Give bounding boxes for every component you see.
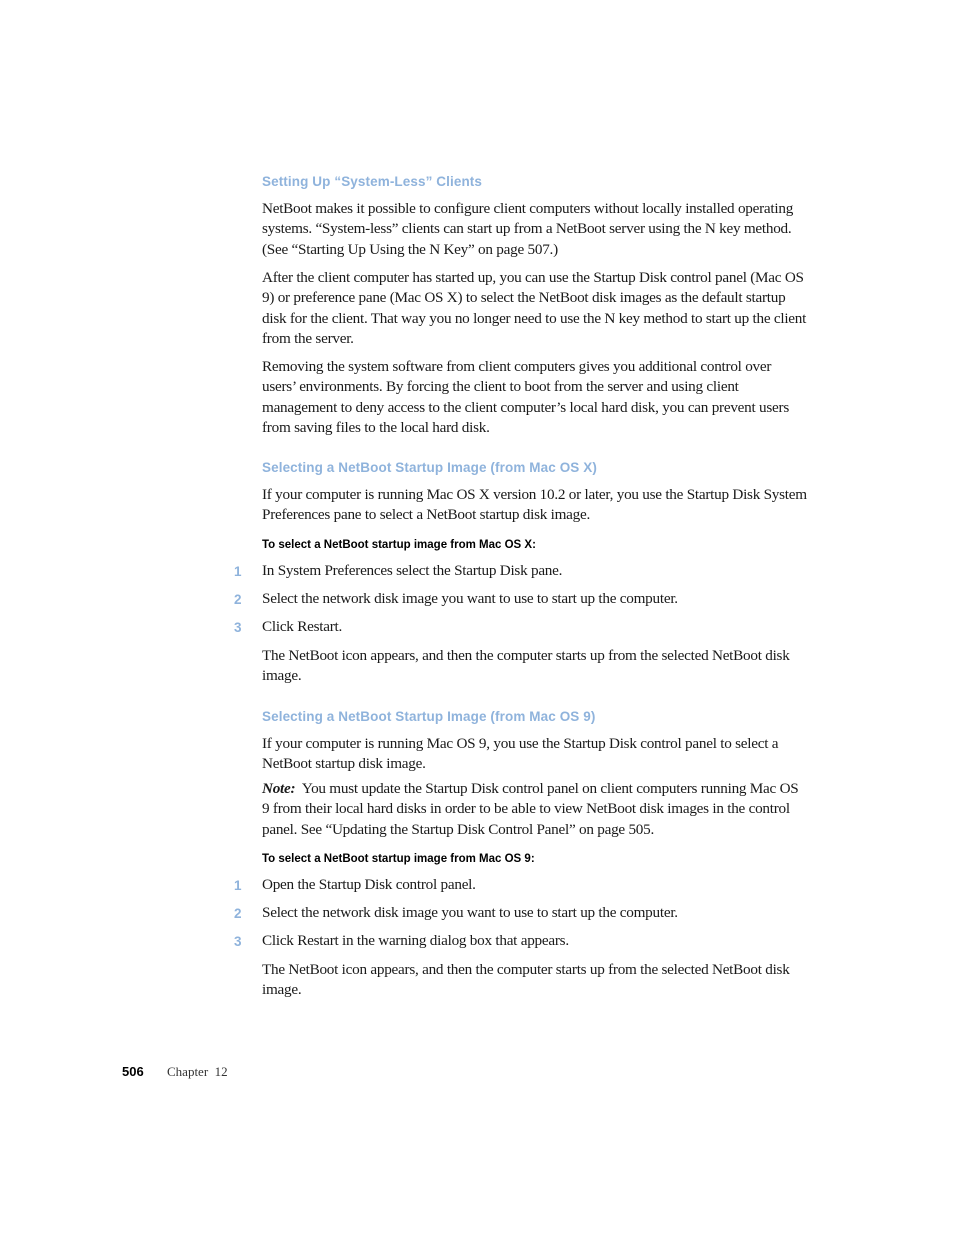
step-text: Click Restart. <box>262 618 343 635</box>
step-number: 1 <box>234 878 242 893</box>
step-number: 2 <box>234 906 242 921</box>
paragraph: If your computer is running Mac OS X version 10.2 or later, you use the Startup Disk System Preferences pane to select a NetBoot startup disk image. <box>262 486 807 524</box>
page-number: 506 <box>122 1064 144 1079</box>
step-number: 1 <box>234 564 242 579</box>
paragraph: If your computer is running Mac OS 9, you use the Startup Disk control panel to select a NetBoot startup disk image. <box>262 735 779 773</box>
section-heading-system-less-clients: Setting Up “System-Less” Clients <box>262 174 482 189</box>
note-text: You must update the Startup Disk control panel on client computers running Mac OS 9 from their local hard disks in order to be able to view NetBoot disk images in the control panel. See “Updating the Startup Disk Control Panel” on page 505. <box>262 780 799 838</box>
note-paragraph <box>262 779 807 840</box>
step-number: 3 <box>234 620 242 635</box>
chapter-label: Chapter 12 <box>167 1064 228 1079</box>
step-number: 3 <box>234 934 242 949</box>
result-paragraph: The NetBoot icon appears, and then the computer starts up from the selected NetBoot disk image. <box>262 647 790 685</box>
procedure-title: To select a NetBoot startup image from Mac OS X: <box>262 539 536 551</box>
section-heading-mac-os-x: Selecting a NetBoot Startup Image (from Mac OS X) <box>262 460 597 475</box>
step-text: Select the network disk image you want to use to start up the computer. <box>262 590 678 607</box>
step-number: 2 <box>234 592 242 607</box>
paragraph: NetBoot makes it possible to configure client computers without locally installed operating systems. “System-less” clients can start up from a NetBoot server using the N key method. (See “Starting Up Using the N Key” on page 507.) <box>262 200 794 258</box>
result-paragraph: The NetBoot icon appears, and then the computer starts up from the selected NetBoot disk image. <box>262 961 790 999</box>
note-label: Note: <box>262 780 296 797</box>
paragraph: Removing the system software from client computers gives you additional control over users’ environments. By forcing the client to boot from the server and using client management to deny access to the client computer’s local hard disk, you can prevent users from saving files to the local hard disk. <box>262 358 789 436</box>
paragraph: After the client computer has started up, you can use the Startup Disk control panel (Mac OS 9) or preference pane (Mac OS X) to select the NetBoot disk images as the default startup disk for the client. That way you no longer need to use the N key method to start up the client from the server. <box>262 269 807 347</box>
step-text: In System Preferences select the Startup Disk pane. <box>262 562 563 579</box>
section-heading-mac-os-9: Selecting a NetBoot Startup Image (from Mac OS 9) <box>262 709 596 724</box>
step-text: Select the network disk image you want to use to start up the computer. <box>262 904 678 921</box>
step-text: Click Restart in the warning dialog box that appears. <box>262 932 569 949</box>
step-text: Open the Startup Disk control panel. <box>262 876 476 893</box>
procedure-title: To select a NetBoot startup image from Mac OS 9: <box>262 853 535 865</box>
